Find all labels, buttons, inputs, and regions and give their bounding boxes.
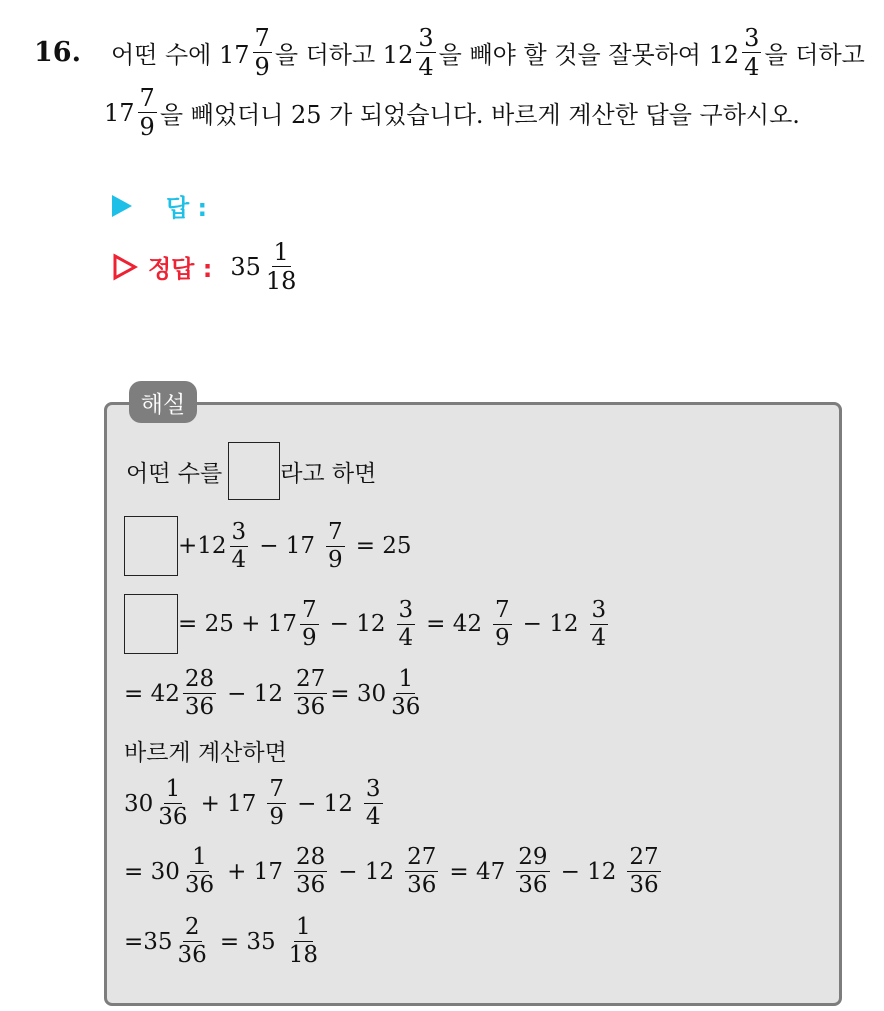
- fraction: $\frac{2}{36}$: [177, 914, 207, 968]
- math-text: − 17: [259, 533, 316, 559]
- fraction: $\frac{7}{9}$: [269, 776, 285, 830]
- math-text: = 25 + 17: [178, 611, 298, 637]
- fraction: $\frac{3}{4}$: [398, 596, 414, 651]
- problem-number: 16.: [34, 37, 81, 68]
- math-text: + 17: [227, 858, 283, 885]
- fraction: $\frac{1}{36}$: [158, 776, 188, 830]
- fraction: $\frac{1}{36}$: [184, 844, 215, 898]
- math-text: − 12: [227, 680, 283, 707]
- fraction: $\frac{7}{9}$: [254, 24, 270, 81]
- fraction: $\frac{7}{9}$: [302, 596, 317, 651]
- blank-box: [124, 516, 178, 576]
- answer-prompt: [112, 188, 207, 223]
- solution-line-8: [124, 916, 323, 967]
- problem-line-1: [34, 26, 865, 79]
- fraction: $\frac{28}{36}$: [184, 666, 215, 720]
- math-text: − 12: [560, 858, 617, 885]
- outline-triangle-icon: [112, 253, 138, 281]
- correct-answer: [112, 240, 301, 293]
- answer-fraction: $\frac{1}{18}$: [265, 238, 297, 295]
- solution-line-1: [126, 442, 376, 500]
- math-text: = 42: [124, 680, 180, 707]
- fraction: $\frac{3}{4}$: [744, 24, 760, 81]
- math-text: = 42: [426, 611, 483, 637]
- fraction: $\frac{27}{36}$: [407, 844, 437, 898]
- math-text: 30: [124, 790, 154, 817]
- math-text: = 30: [330, 680, 387, 707]
- fraction: $\frac{7}{9}$: [495, 596, 510, 651]
- fraction: $\frac{7}{9}$: [328, 518, 343, 573]
- fraction: $\frac{3}{4}$: [418, 24, 434, 81]
- problem-line-2: [104, 86, 800, 139]
- fraction: $\frac{29}{36}$: [518, 844, 548, 898]
- solution-line-2: [124, 516, 420, 576]
- math-text: = 47: [449, 858, 506, 885]
- solution-line-6: [124, 778, 386, 829]
- math-text: +12: [178, 533, 227, 559]
- problem-text: 을 빼야 할 것을 잘못하여 12: [438, 41, 740, 69]
- answer-label: 답 :: [166, 194, 208, 222]
- solution-line-4: [124, 668, 425, 719]
- problem-text: 을 더하고: [764, 41, 865, 69]
- math-text: − 12: [297, 790, 353, 817]
- answer-whole: 35: [230, 252, 261, 281]
- math-text: = 30: [124, 858, 180, 885]
- solution-text: 라고 하면: [280, 460, 377, 487]
- math-text: − 12: [522, 611, 579, 637]
- solution-line-7: [124, 846, 664, 897]
- math-text: − 12: [338, 858, 395, 885]
- fraction: $\frac{1}{36}$: [391, 666, 421, 720]
- solution-text: 바르게 계산하면: [124, 740, 287, 766]
- math-text: + 17: [200, 790, 257, 817]
- fraction: $\frac{3}{4}$: [365, 776, 381, 830]
- fraction: $\frac{27}{36}$: [629, 844, 659, 898]
- problem-text: 17: [104, 98, 135, 127]
- solution-text: 어떤 수를: [126, 460, 223, 487]
- solution-tab: 해설: [129, 381, 197, 423]
- correct-answer-label: 정답 :: [148, 255, 213, 283]
- fraction: $\frac{27}{36}$: [296, 666, 326, 720]
- blank-box: [228, 442, 280, 500]
- fraction: $\frac{3}{4}$: [231, 518, 247, 573]
- fraction: $\frac{7}{9}$: [139, 84, 155, 141]
- fraction: $\frac{28}{36}$: [296, 844, 326, 898]
- math-text: =35: [124, 928, 173, 955]
- play-icon: [112, 195, 132, 217]
- problem-text: 어떤 수에 17: [110, 41, 250, 69]
- problem-text: 을 더하고 12: [274, 41, 414, 69]
- solution-line-5: [124, 734, 287, 767]
- math-text: = 35: [219, 928, 276, 955]
- fraction: $\frac{1}{18}$: [288, 914, 318, 968]
- solution-line-3: [124, 594, 611, 654]
- math-text: − 12: [329, 611, 386, 637]
- blank-box: [124, 594, 178, 654]
- math-text: = 25: [355, 533, 412, 559]
- fraction: $\frac{3}{4}$: [591, 596, 607, 651]
- problem-text: 을 빼었더니 25 가 되었습니다. 바르게 계산한 답을 구하시오.: [159, 101, 800, 129]
